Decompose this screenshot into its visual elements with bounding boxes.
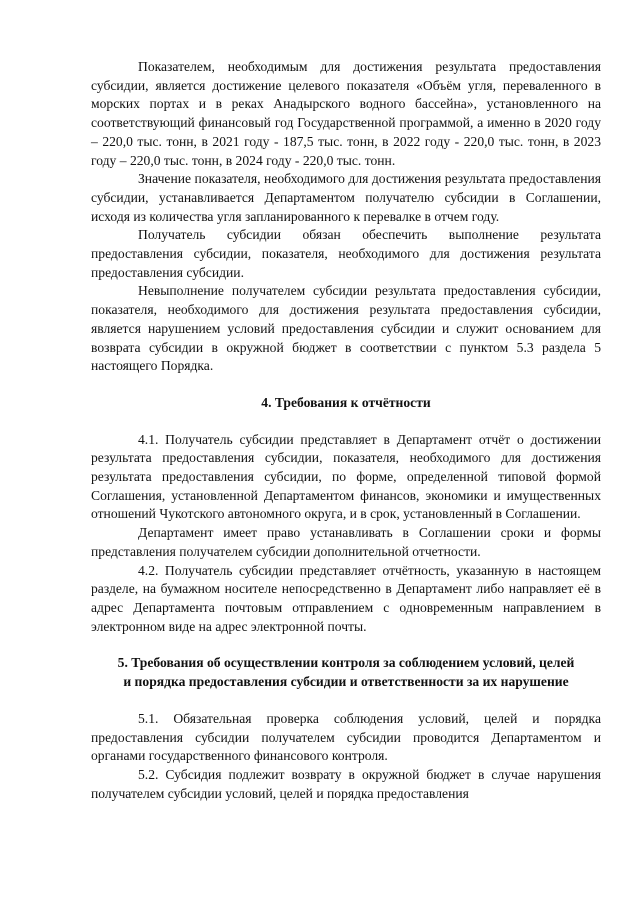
paragraph-non-fulfillment: Невыполнение получателем субсидии результата предоставления субсидии, показателя, необходимого для достижения результата предоставления субсидии, является нарушением условий предоставления субсидии и служит основанием для возврата субсидии в окружной бюджет в соответствии с пунктом 5.3 раздела 5 настоящего Порядка.	[91, 283, 601, 374]
paragraph-4-2: 4.2. Получатель субсидии представляет отчётность, указанную в настоящем разделе, на бумажном носителе непосредственно в Департамент либо направляет её в адрес Департамента почтовым отправлением с одновременным направлением в электронном виде на адрес электронной почты.	[91, 562, 601, 634]
paragraph-5-2: 5.2. Субсидия подлежит возврату в окружной бюджет в случае нарушения получателем субсидии условий, целей и порядка предоставления	[91, 766, 601, 801]
section-heading-5-line-2: и порядка предоставления субсидии и ответственности за их нарушение	[123, 674, 569, 690]
paragraph-additional-reporting: Департамент имеет право устанавливать в Соглашении сроки и формы представления получателем субсидии дополнительной отчетности.	[91, 525, 601, 559]
paragraph-5-1: 5.1. Обязательная проверка соблюдения условий, целей и порядка предоставления субсидии получателем субсидии проводится Департаментом и органами государственного финансового контроля.	[91, 710, 601, 764]
document-page	[91, 58, 601, 803]
paragraph-recipient-obligation: Получатель субсидии обязан обеспечить выполнение результата предоставления субсидии, показателя, необходимого для достижения результата предоставления субсидии.	[91, 227, 601, 280]
section-heading-5-line-1: 5. Требования об осуществлении контроля за соблюдением условий, целей	[117, 655, 575, 671]
paragraph-indicator-value: Значение показателя, необходимого для достижения результата предоставления субсидии, устанавливается Департаментом получателю субсидии в Соглашении, исходя из количества угля запланированного к перевалке в отчем году.	[91, 171, 601, 224]
paragraph-indicator-definition: Показателем, необходимым для достижения результата предоставления субсидии, является достижение целевого показателя «Объём угля, переваленного в морских портах и в реках Анадырского водного бассейна», установленного на соответствующий финансовый год Государственной программой, а именно в 2020 году – 220,0 тыс. тонн, в 2021 году - 187,5 тыс. тонн, в 2022 году - 220,0 тыс. тонн, в 2023 году – 220,0 тыс. тонн, в 2024 году - 220,0 тыс. тонн.	[91, 59, 601, 168]
paragraph-4-1: 4.1. Получатель субсидии представляет в Департамент отчёт о достижении результата предоставления субсидии, показателя, необходимого для достижения результата предоставления субсидии, по форме, определенной типовой формой Соглашения, установленной Департаментом финансов, экономики и имущественных отношений Чукотского автономного округа, и в срок, установленный в Соглашении.	[91, 431, 601, 522]
section-heading-4: 4. Требования к отчётности	[261, 394, 431, 410]
